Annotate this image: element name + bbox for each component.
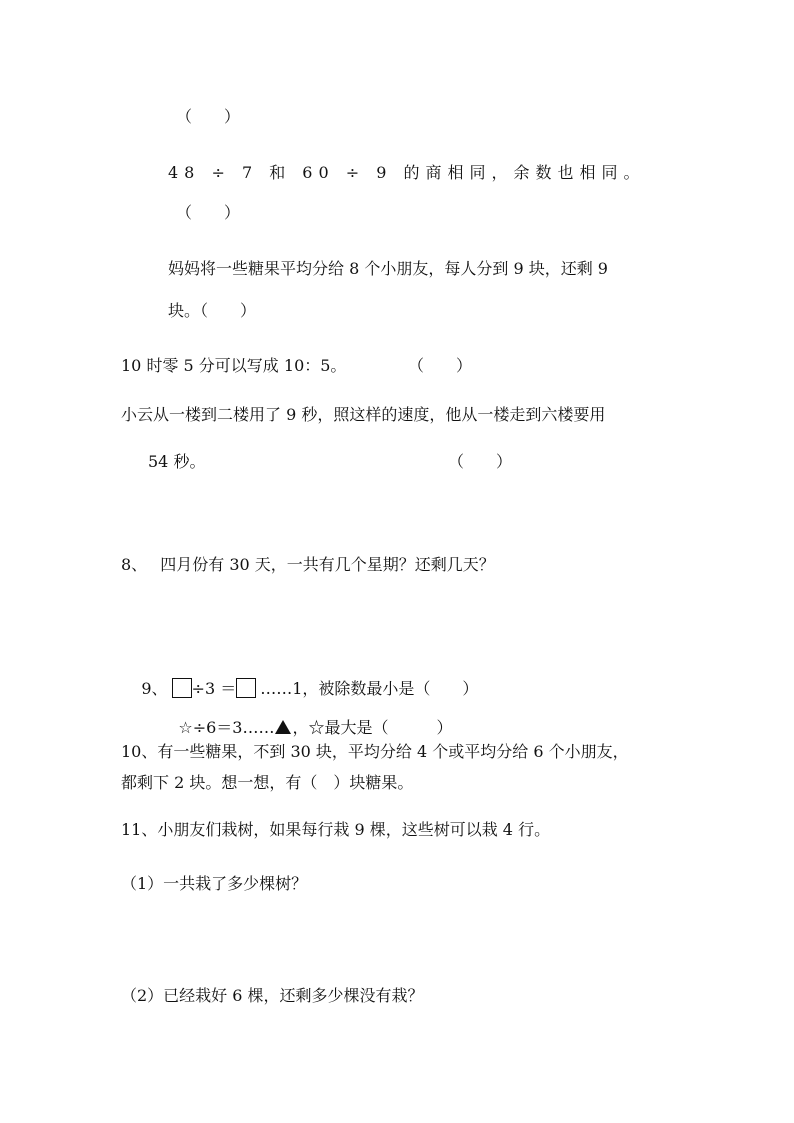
question-8: 8、 四月份有 30 天，一共有几个星期？还剩几天？ (121, 555, 495, 574)
division-text: ÷6＝3…… (192, 718, 275, 737)
candy-question-line2: 块。（ ） (168, 301, 257, 320)
time-question: 10 时零 5 分可以写成 10：5。 (121, 356, 347, 375)
question-9-part-2-text: ，☆最大是（ ） (292, 718, 453, 737)
question-number: 9、 (141, 679, 168, 698)
answer-paren: （ ） (408, 356, 473, 375)
blank-box-dividend[interactable] (172, 678, 192, 698)
question-11-part-1: （1）一共栽了多少棵树？ (121, 874, 308, 893)
triangle-icon (275, 720, 291, 734)
stairs-question-line2: 54 秒。 (148, 452, 206, 471)
question-10-line1: 10、有一些糖果，不到 30 块，平均分给 4 个或平均分给 6 个小朋友， (121, 742, 629, 761)
answer-paren: （ ） (176, 203, 241, 222)
question-10-line2: 都剩下 2 块。想一想，有（ ）块糖果。 (121, 773, 414, 792)
stairs-question-line1: 小云从一楼到二楼用了 9 秒，照这样的速度，他从一楼走到六楼要用 (121, 405, 606, 424)
division-text: ÷3 ＝ (191, 679, 237, 698)
question-9-text: ……1，被除数最小是（ ） (260, 679, 479, 698)
question-11: 11、小朋友们栽树，如果每行栽 9 棵，这些树可以栽 4 行。 (121, 820, 551, 839)
question-11-part-2: （2）已经栽好 6 棵，还剩多少棵没有栽？ (121, 986, 424, 1005)
division-question: 48 ÷ 7 和 60 ÷ 9 的商相同，余数也相同。 (168, 163, 646, 182)
blank-box-quotient[interactable] (236, 678, 256, 698)
answer-paren: （ ） (448, 452, 513, 471)
answer-paren: （ ） (176, 107, 241, 126)
star-icon: ☆ (178, 718, 193, 737)
candy-question-line1: 妈妈将一些糖果平均分给 8 个小朋友，每人分到 9 块，还剩 9 (168, 259, 608, 278)
